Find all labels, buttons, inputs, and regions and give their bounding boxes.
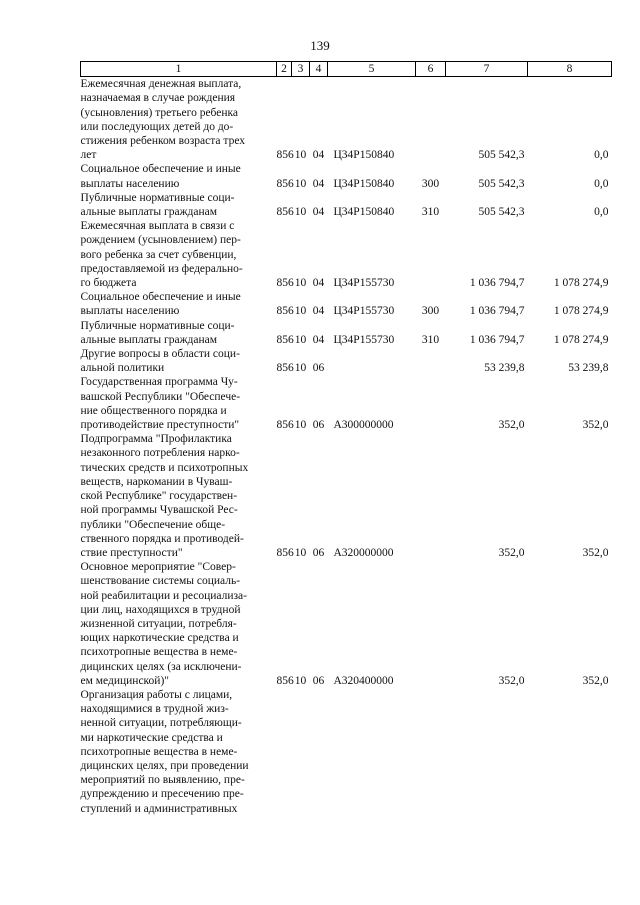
target-article-code: Ц34Р150840 [333,177,395,190]
description-line: Социальное обеспечение и иные [80,163,241,176]
target-article-code: Ц34Р150840 [333,149,395,162]
subsection-code: 06 [312,362,325,375]
target-article-code: Ц34Р155730 [333,305,395,318]
row-description [81,432,277,560]
description-line: ной программы Чувашской Рес- [80,504,238,517]
row-description [81,560,277,688]
section-code [292,688,310,816]
description-line: или последующих детей до до- [80,120,234,133]
table-row [81,77,612,163]
description-line: ем медицинской)" [80,674,169,687]
table-row [81,290,612,318]
section-code: 10 [294,362,307,375]
section-code: 10 [294,419,307,432]
row-description [81,219,277,290]
description-line: жизненной ситуации, потребля- [80,617,237,630]
row-description [81,319,277,347]
description-line: Государственная программа Чу- [80,376,238,389]
amount-year-1: 352,0 [498,419,525,432]
amount-year-1: 352,0 [498,674,525,687]
description-line: дупреждению и пресечению пре- [80,788,244,801]
expense-type-code [416,560,446,688]
description-line: назначаемая в случае рождения [80,92,236,105]
ministry-code: 856 [276,674,294,687]
description-line: рождением (усыновлением) пер- [80,234,241,247]
amount-year-2: 352,0 [582,674,609,687]
row-description [81,162,277,190]
section-code: 10 [294,546,307,559]
amount-year-1: 505 542,3 [478,177,525,190]
page-number: 139 [310,38,330,53]
description-line: ствие преступности" [80,546,183,559]
target-article-code: А300000000 [333,419,394,432]
description-line: веществ, наркомании в Чуваш- [80,475,233,488]
expense-type-code [416,688,446,816]
description-line: альные выплаты гражданам [80,206,218,219]
row-description [81,77,277,163]
amount-year-2: 1 078 274,9 [553,333,609,346]
column-header: 8 [528,62,612,77]
row-description [81,688,277,816]
amount-year-2: 53 239,8 [568,362,609,375]
column-header: 1 [81,62,277,77]
description-line: Публичные нормативные соци- [80,191,235,204]
expense-type-code [416,432,446,560]
expense-type-code [416,347,446,375]
column-header: 6 [416,62,446,77]
ministry-code: 856 [276,277,294,290]
description-line: публики "Обеспечение обще- [80,518,226,531]
description-line: Ежемесячная денежная выплата, [80,78,242,91]
amount-year-1: 1 036 794,7 [469,305,525,318]
expense-type-code [416,375,446,432]
column-header: 2 [277,62,292,77]
amount-year-2 [528,688,612,816]
description-line: Социальное обеспечение и иные [80,291,241,304]
column-header: 5 [328,62,416,77]
subsection-code: 04 [312,333,325,346]
target-article-code: Ц34Р155730 [333,277,395,290]
description-line: находящимися в трудной жиз- [80,703,229,716]
column-header: 7 [446,62,528,77]
description-line: ние общественного порядка и [80,404,227,417]
subsection-code: 04 [312,305,325,318]
amount-year-1: 352,0 [498,546,525,559]
description-line: ненной ситуации, потребляющи- [80,717,242,730]
amount-year-2: 352,0 [582,546,609,559]
ministry-code: 856 [276,305,294,318]
amount-year-1: 505 542,3 [478,206,525,219]
subsection-code: 06 [312,419,325,432]
amount-year-2: 1 078 274,9 [553,305,609,318]
description-line: го бюджета [80,277,137,290]
section-code: 10 [294,674,307,687]
subsection-code: 04 [312,149,325,162]
table-row [81,432,612,560]
amount-year-2: 352,0 [582,419,609,432]
column-number-row [81,62,612,77]
section-code: 10 [294,206,307,219]
subsection-code: 04 [312,177,325,190]
expense-type-code [416,77,446,163]
description-line: ющих наркотические средства и [80,632,239,645]
expense-type-code: 300 [421,305,440,318]
target-article-code: А320000000 [333,546,394,559]
subsection-code [310,688,328,816]
table-row [81,347,612,375]
description-line: противодействие преступности" [80,419,240,432]
expense-type-code: 310 [421,206,440,219]
description-line: дицинских целях, при проведении [80,759,249,772]
description-line: психотропные вещества в неме- [80,646,238,659]
table-row [81,319,612,347]
target-article-code: Ц34Р150840 [333,206,395,219]
section-code: 10 [294,149,307,162]
subsection-code: 06 [312,674,325,687]
amount-year-2: 0,0 [594,206,609,219]
description-line: мероприятий по выявлению, пре- [80,774,245,787]
description-line: ной реабилитации и ресоциализа- [80,589,247,602]
row-description [81,375,277,432]
ministry-code: 856 [276,149,294,162]
description-line: альной политики [80,362,165,375]
table-row [81,560,612,688]
description-line: Подпрограмма "Профилактика [80,433,232,446]
subsection-code: 06 [312,546,325,559]
table-row [81,375,612,432]
description-line: ской Республике" государствен- [80,490,238,503]
description-line: ции лиц, находящихся в трудной [80,603,241,616]
ministry-code: 856 [276,206,294,219]
description-line: психотропные вещества в неме- [80,745,238,758]
description-line: Основное мероприятие "Совер- [80,561,236,574]
description-line: Организация работы с лицами, [80,688,233,701]
amount-year-2: 0,0 [594,149,609,162]
amount-year-1: 1 036 794,7 [469,333,525,346]
description-line: Другие вопросы в области соци- [80,348,240,361]
subsection-code: 04 [312,277,325,290]
target-article-code [328,688,416,816]
amount-year-2: 0,0 [594,177,609,190]
description-line: незаконного потребления нарко- [80,447,240,460]
amount-year-1: 505 542,3 [478,149,525,162]
expense-type-code [416,219,446,290]
description-line: шенствование системы социаль- [80,575,241,588]
description-line: ступлений и административных [80,802,238,815]
amount-year-1 [446,688,528,816]
row-description [81,191,277,219]
description-line: тических средств и психотропных [80,461,249,474]
ministry-code: 856 [276,362,294,375]
description-line: предоставляемой из федерально- [80,262,243,275]
row-description [81,290,277,318]
expense-type-code: 300 [421,177,440,190]
target-article-code: А320400000 [333,674,394,687]
budget-table [80,61,612,816]
ministry-code: 856 [276,546,294,559]
section-code: 10 [294,277,307,290]
ministry-code [277,688,292,816]
description-line: вого ребенка за счет субвенции, [80,248,237,261]
expense-type-code: 310 [421,333,440,346]
description-line: альные выплаты гражданам [80,333,218,346]
amount-year-1: 1 036 794,7 [469,277,525,290]
ministry-code: 856 [276,419,294,432]
description-line: (усыновления) третьего ребенка [80,106,239,119]
target-article-code: Ц34Р155730 [333,333,395,346]
description-line: выплаты населению [80,177,180,190]
description-line: дицинских целях (за исключени- [80,660,242,673]
description-line: выплаты населению [80,305,180,318]
description-line: ми наркотические средства и [80,731,223,744]
section-code: 10 [294,333,307,346]
column-header: 4 [310,62,328,77]
table-row [81,219,612,290]
amount-year-1: 53 239,8 [484,362,525,375]
amount-year-2: 1 078 274,9 [553,277,609,290]
target-article-code [328,347,416,375]
table-body [81,77,612,816]
description-line: стижения ребенком возраста трех [80,135,246,148]
table-row [81,191,612,219]
table-row [81,162,612,190]
description-line: Публичные нормативные соци- [80,319,235,332]
section-code: 10 [294,177,307,190]
column-header: 3 [292,62,310,77]
row-description [81,347,277,375]
section-code: 10 [294,305,307,318]
description-line: ственного порядка и противодей- [80,532,244,545]
ministry-code: 856 [276,177,294,190]
description-line: лет [80,149,97,162]
subsection-code: 04 [312,206,325,219]
description-line: Ежемесячная выплата в связи с [80,220,235,233]
table-row [81,688,612,816]
ministry-code: 856 [276,333,294,346]
description-line: вашской Республики "Обеспече- [80,390,241,403]
